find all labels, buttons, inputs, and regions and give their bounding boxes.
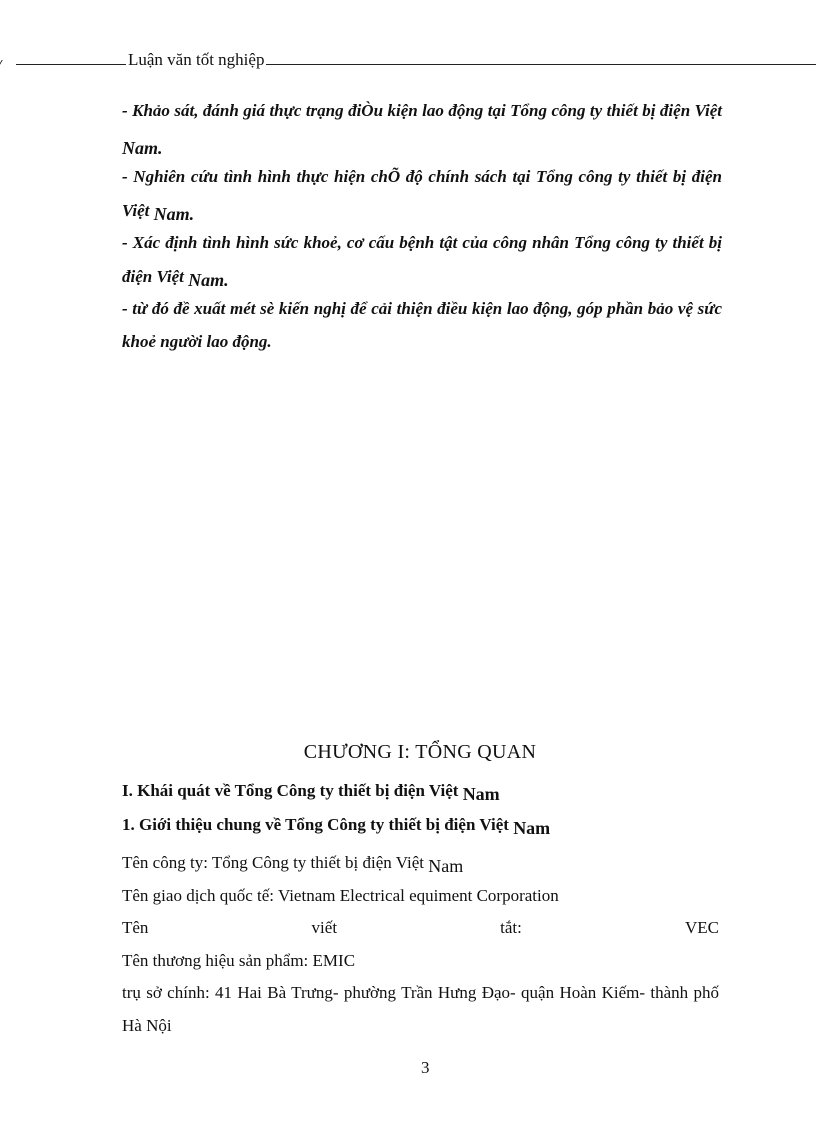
chapter-title: CHƯƠNG I: TỔNG QUAN (303, 741, 537, 763)
header-tick-mark (0, 60, 7, 66)
brand-name: Tên thương hiệu sản phẩm: EMIC (122, 950, 356, 970)
page-number: 3 (421, 1058, 430, 1077)
objectives-list (122, 95, 722, 358)
headquarters-address: trụ sở chính: 41 Hai Bà Trưng- phường Trần Hưng Đạo- quận Hoàn Kiếm- thành phố Hà Nội (122, 983, 719, 1035)
objective-item: - Khảo sát, đánh giá thực trạng điÒu kiện lao động tại Tổng công ty thiết bị điện Việt Nam. (122, 101, 722, 158)
abbreviation-line: Tên viết tắt: VEC (122, 918, 719, 937)
section-heading-2: 1. Giới thiệu chung về Tổng Công ty thiết bị điện Việt Nam (122, 815, 551, 838)
company-info (122, 846, 719, 1042)
objective-item: - Nghiên cứu tình hình thực hiện chÕ độ chính sách tại Tổng công ty thiết bị điện Việt Nam. (122, 167, 722, 224)
running-header: Luận văn tốt nghiệp (128, 50, 265, 69)
section-heading-1: I. Khái quát về Tổng Công ty thiết bị điện Việt Nam (122, 781, 500, 804)
company-name: Tên công ty: Tổng Công ty thiết bị điện Việt Nam (122, 853, 464, 876)
trade-name: Tên giao dịch quốc tế: Vietnam Electrical equiment Corporation (122, 885, 559, 905)
objective-item: - Xác định tình hình sức khoẻ, cơ cấu bệnh tật của công nhân Tổng công ty thiết bị điện Việt Nam. (122, 233, 722, 290)
objective-item: - từ đó đề xuất mét sè kiến nghị để cải thiện điều kiện lao động, góp phần bảo vệ sức khoẻ người lao động. (122, 299, 722, 351)
